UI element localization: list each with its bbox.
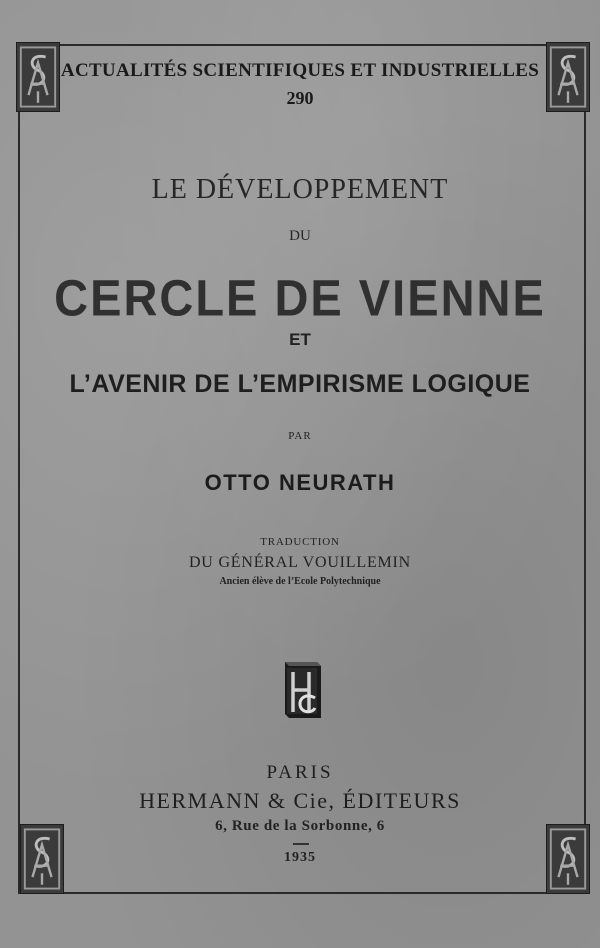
title-line-5: L’AVENIR DE L’EMPIRISME LOGIQUE [69,370,531,398]
publisher-address: 6, Rue de la Sorbonne, 6 [215,818,385,834]
publication-year: 1935 [284,850,316,865]
author-name: OTTO NEURATH [204,470,396,495]
publisher-city: PARIS [266,762,334,783]
separator-dash [293,843,309,845]
series-title: ACTUALITÉS SCIENTIFIQUES ET INDUSTRIELLES [60,60,540,81]
title-line-2: DU [289,228,311,244]
title-line-1: LE DÉVELOPPEMENT [151,174,449,205]
publisher-name: HERMANN & Cie, ÉDITEURS [139,788,461,813]
hermann-h-logo-icon [279,658,323,720]
title-main: CERCLE DE VIENNE [54,269,546,327]
title-line-4: ET [289,330,311,349]
series-number: 290 [286,88,314,108]
translator-name: DU GÉNÉRAL VOUILLEMIN [188,554,412,571]
translation-label: TRADUCTION [260,536,340,548]
author-by: PAR [288,430,312,442]
translator-description: Ancien élève de l’Ecole Polytechnique [219,576,381,587]
